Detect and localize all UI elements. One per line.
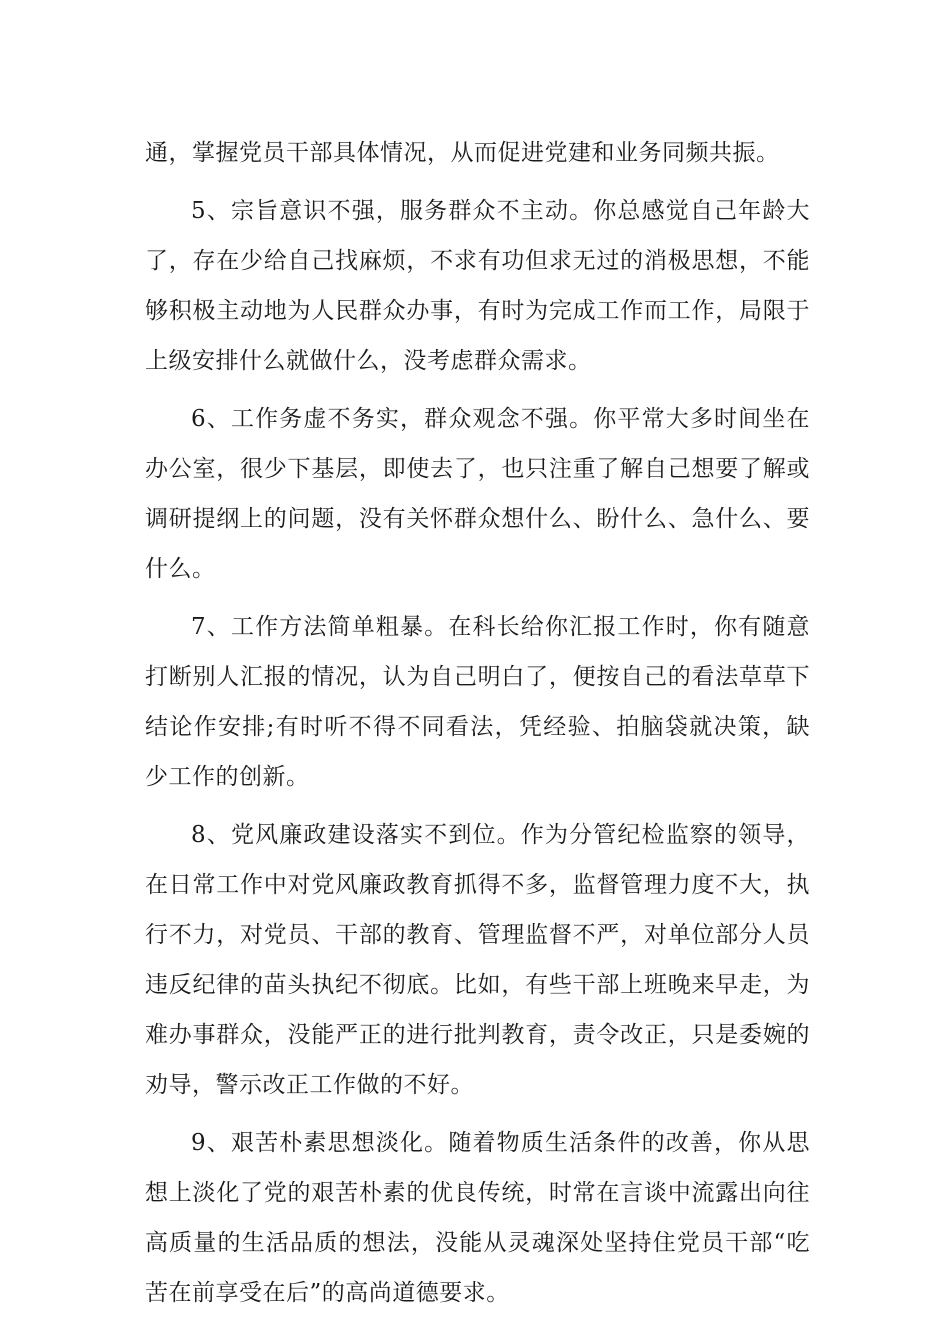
paragraph-item-9: 9、艰苦朴素思想淡化。随着物质生活条件的改善，你从思想上淡化了党的艰苦朴素的优良传统，时常在言谈中流露出向往高质量的生活品质的想法，没能从灵魂深处坚持住党员干部“吃苦在前享受在后”的高尚道德要求。 — [145, 1130, 810, 1306]
paragraph-item-8: 8、党风廉政建设落实不到位。作为分管纪检监察的领导，在日常工作中对党风廉政教育抓得不多，监督管理力度不大，执行不力，对党员、干部的教育、管理监督不严，对单位部分人员违反纪律的苗头执纪不彻底。比如，有些干部上班晚来早走，为难办事群众，没能严正的进行批判教育，责令改正，只是委婉的劝导，警示改正工作做的不好。 — [145, 822, 810, 1098]
paragraph-continuation: 通，掌握党员干部具体情况，从而促进党建和业务同频共振。 — [145, 140, 780, 166]
paragraph-item-5: 5、宗旨意识不强，服务群众不主动。你总感觉自己年龄大了，存在少给自己找麻烦，不求有功但求无过的消极思想，不能够积极主动地为人民群众办事，有时为完成工作而工作，局限于上级安排什么就做什么，没考虑群众需求。 — [145, 198, 810, 374]
document-body — [145, 128, 810, 1318]
paragraph-item-6: 6、工作务虚不务实，群众观念不强。你平常大多时间坐在办公室，很少下基层，即使去了，也只注重了解自己想要了解或调研提纲上的问题，没有关怀群众想什么、盼什么、急什么、要什么。 — [145, 406, 810, 582]
paragraph-item-7: 7、工作方法简单粗暴。在科长给你汇报工作时，你有随意打断别人汇报的情况，认为自己明白了，便按自己的看法草草下结论作安排;有时听不得不同看法，凭经验、拍脑袋就决策，缺少工作的创新。 — [145, 614, 810, 790]
